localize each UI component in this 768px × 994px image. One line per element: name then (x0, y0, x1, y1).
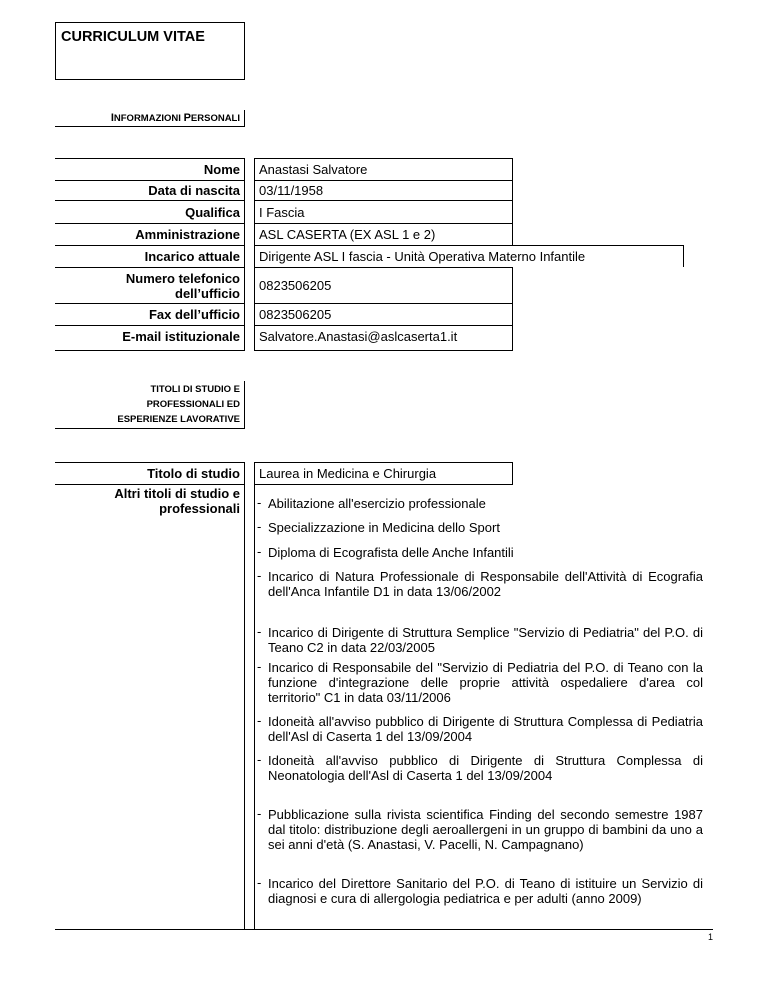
page-title: CURRICULUM VITAE (61, 29, 205, 45)
label-incarico-attuale: Incarico attuale (55, 245, 245, 267)
label-qualifica: Qualifica (55, 200, 245, 223)
value-email: Salvatore.Anastasi@aslcaserta1.it (254, 325, 513, 351)
value-nome: Anastasi Salvatore (254, 158, 513, 180)
label-email: E-mail istituzionale (55, 325, 245, 351)
label-altri-titoli: Altri titoli di studio e professionali (55, 484, 245, 929)
label-data-nascita: Data di nascita (55, 180, 245, 200)
section-heading-personal: INFORMAZIONI PERSONALI (55, 110, 245, 127)
label-numero-telefonico: Numero telefonico dell’ufficio (55, 267, 245, 303)
value-fax: 0823506205 (254, 303, 513, 325)
value-incarico-attuale: Dirigente ASL I fascia - Unità Operativa Materno Infantile (254, 245, 684, 267)
value-qualifica: I Fascia (254, 200, 513, 223)
section-heading-titoli: TITOLI DI STUDIO E PROFESSIONALI ED ESPERIENZE LAVORATIVE (55, 381, 245, 429)
value-amministrazione: ASL CASERTA (EX ASL 1 e 2) (254, 223, 513, 245)
label-amministrazione: Amministrazione (55, 223, 245, 245)
cv-title-box (55, 22, 245, 80)
label-titolo-studio: Titolo di studio (55, 462, 245, 484)
value-data-nascita: 03/11/1958 (254, 180, 513, 200)
value-titolo-studio: Laurea in Medicina e Chirurgia (254, 462, 513, 484)
value-numero-telefonico: 0823506205 (254, 267, 513, 303)
footer-divider (55, 929, 713, 930)
label-nome: Nome (55, 158, 245, 180)
page-number: 1 (707, 932, 713, 942)
label-fax: Fax dell’ufficio (55, 303, 245, 325)
